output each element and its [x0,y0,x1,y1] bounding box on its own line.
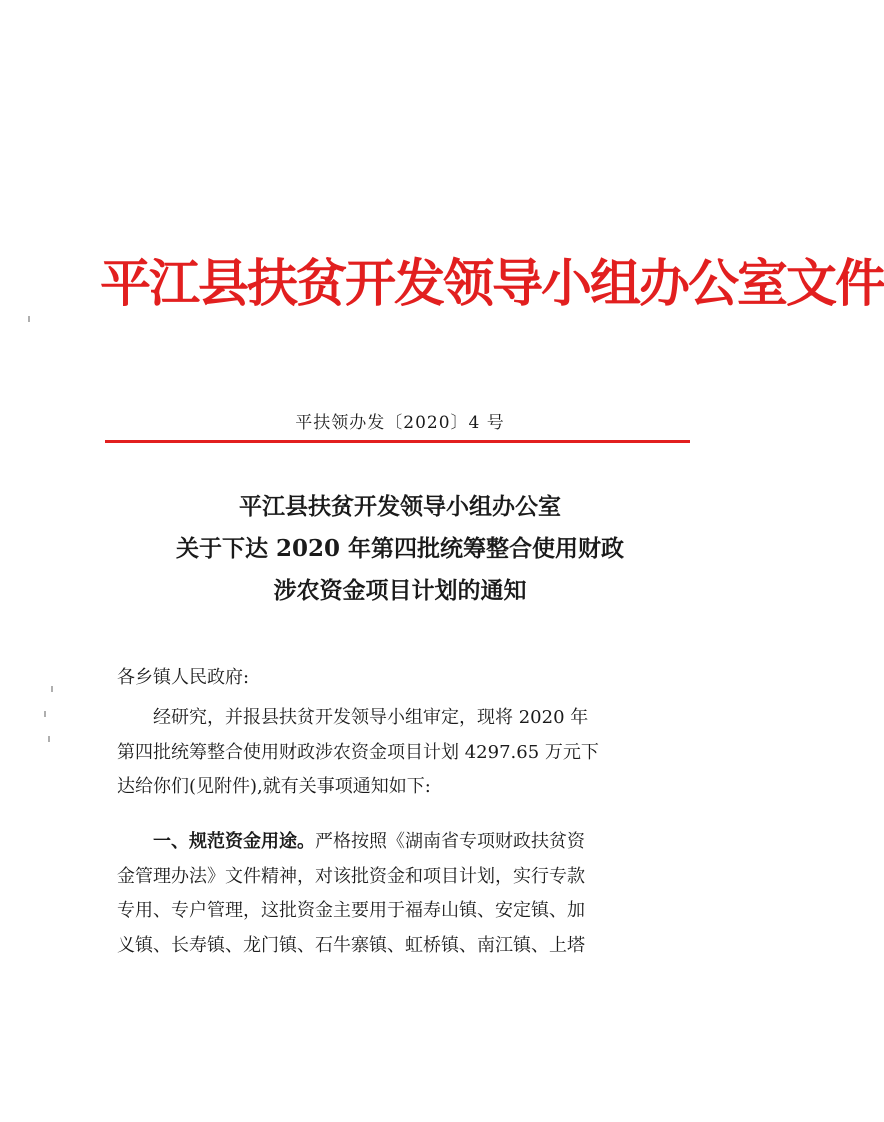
notice-title [100,486,700,612]
notice-title-line-3: 涉农资金项目计划的通知 [273,577,527,604]
body-paragraph-1 [117,701,677,805]
paragraph-2-line-2: 金管理办法》文件精神，对该批资金和项目计划，实行专款 [117,865,585,887]
scan-speck [48,736,50,742]
section-heading-1: 一、规范资金用途。 [153,831,315,852]
paragraph-1-line-3: 达给你们(见附件),就有关事项通知如下: [117,776,431,797]
body-paragraph-2 [117,825,677,963]
document-header-title: 平江县扶贫开发领导小组办公室文件 [100,254,884,314]
scan-speck [51,686,53,692]
header-divider [105,440,690,443]
paragraph-1-line-1: 经研究，并报县扶贫开发领导小组审定，现将 2020 年 [153,707,589,728]
scan-speck [44,711,46,717]
scan-speck [28,316,30,322]
document-number: 平扶领办发〔2020〕4 号 [295,413,505,433]
paragraph-2-line-1-text: 严格按照《湖南省专项财政扶贫资 [315,831,585,852]
paragraph-2-line-3: 专用、专户管理，这批资金主要用于福寿山镇、安定镇、加 [117,900,585,921]
notice-title-line-2: 关于下达 2020 年第四批统筹整合使用财政 [175,535,625,562]
paragraph-1-line-2: 第四批统筹整合使用财政涉农资金项目计划 4297.65 万元下 [117,741,599,763]
salutation: 各乡镇人民政府: [117,667,250,688]
notice-title-line-1: 平江县扶贫开发领导小组办公室 [239,493,561,520]
paragraph-2-line-1 [117,825,677,860]
paragraph-2-line-4: 义镇、长寿镇、龙门镇、石牛寨镇、虹桥镇、南江镇、上塔 [117,934,585,956]
